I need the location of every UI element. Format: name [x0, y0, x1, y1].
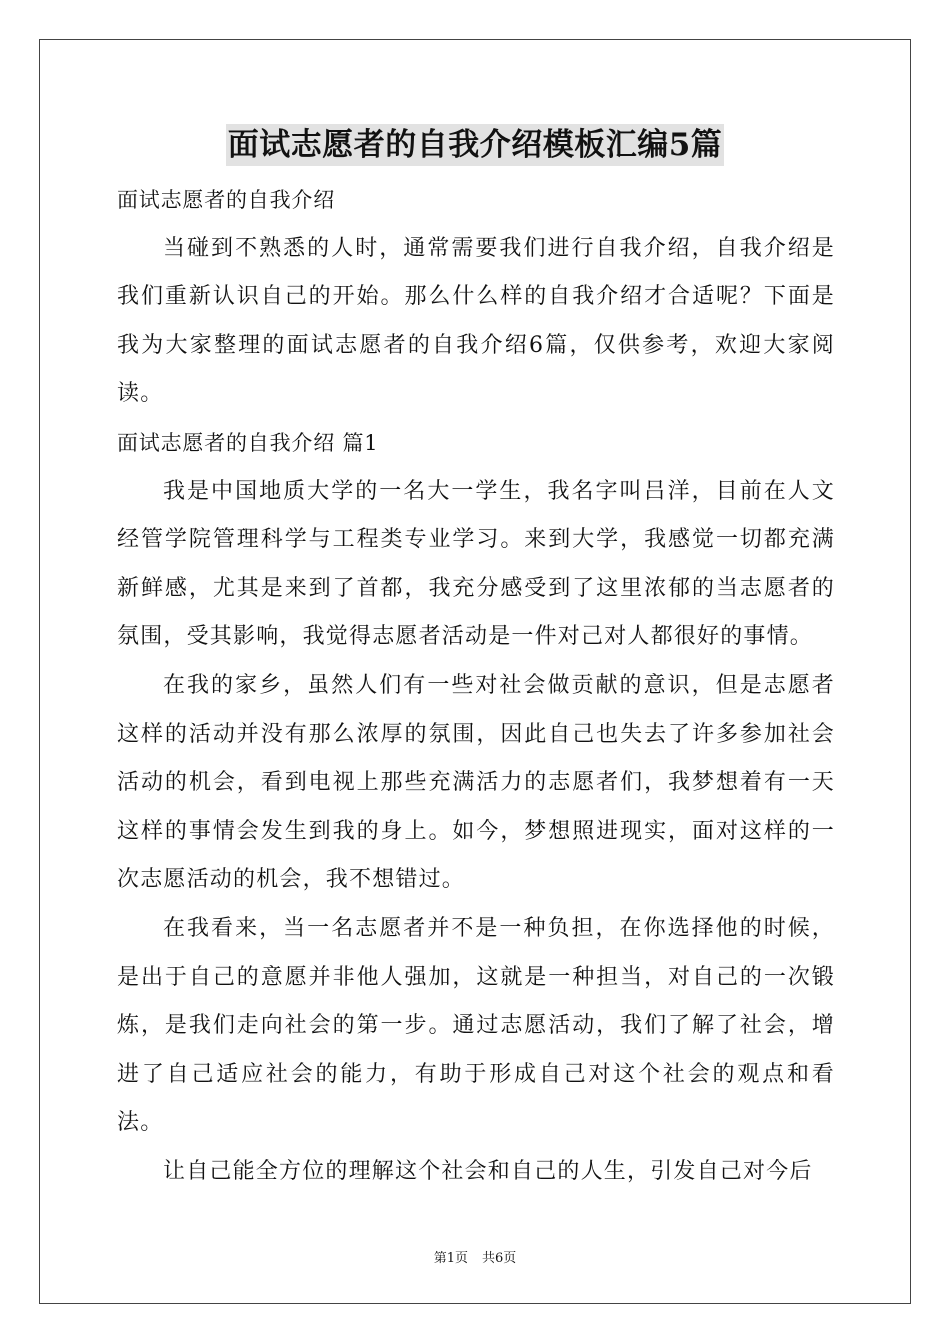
page-footer — [0, 1247, 950, 1266]
page-number: 第1页 — [433, 1251, 468, 1266]
paragraph: 在我的家乡，虽然人们有一些对社会做贡献的意识，但是志愿者这样的活动并没有那么浓厚的氛围，因此自己也失去了许多参加社会活动的机会，看到电视上那些充满活力的志愿者们，我梦想着有一天这样的事情会发生到我的身上。如今，梦想照进现实，面对这样的一次志愿活动的机会，我不想错过。 — [117, 672, 835, 893]
document-body — [117, 176, 835, 1196]
paragraph: 当碰到不熟悉的人时，通常需要我们进行自我介绍，自我介绍是我们重新认识自己的开始。那么什么样的自我介绍才合适呢？下面是我为大家整理的面试志愿者的自我介绍6篇，仅供参考，欢迎大家阅读。 — [117, 235, 835, 407]
page-total: 共6页 — [482, 1251, 517, 1266]
paragraph: 让自己能全方位的理解这个社会和自己的人生，引发自己对今后 — [163, 1158, 813, 1184]
paragraph: 我是中国地质大学的一名大一学生，我名字叫吕洋，目前在人文经管学院管理科学与工程类专业学习。来到大学，我感觉一切都充满新鲜感，尤其是来到了首都，我充分感受到了这里浓郁的当志愿者的氛围，受其影响，我觉得志愿者活动是一件对己对人都很好的事情。 — [117, 478, 835, 650]
document-title — [0, 124, 950, 166]
paragraph: 在我看来，当一名志愿者并不是一种负担，在你选择他的时候，是出于自己的意愿并非他人强加，这就是一种担当，对自己的一次锻炼，是我们走向社会的第一步。通过志愿活动，我们了解了社会，增进了自己适应社会的能力，有助于形成自己对这个社会的观点和看法。 — [117, 915, 835, 1136]
section-heading: 面试志愿者的自我介绍 篇1 — [117, 430, 379, 455]
section-heading: 面试志愿者的自我介绍 — [117, 188, 335, 212]
document-title-text: 面试志愿者的自我介绍模板汇编5篇 — [226, 124, 725, 166]
